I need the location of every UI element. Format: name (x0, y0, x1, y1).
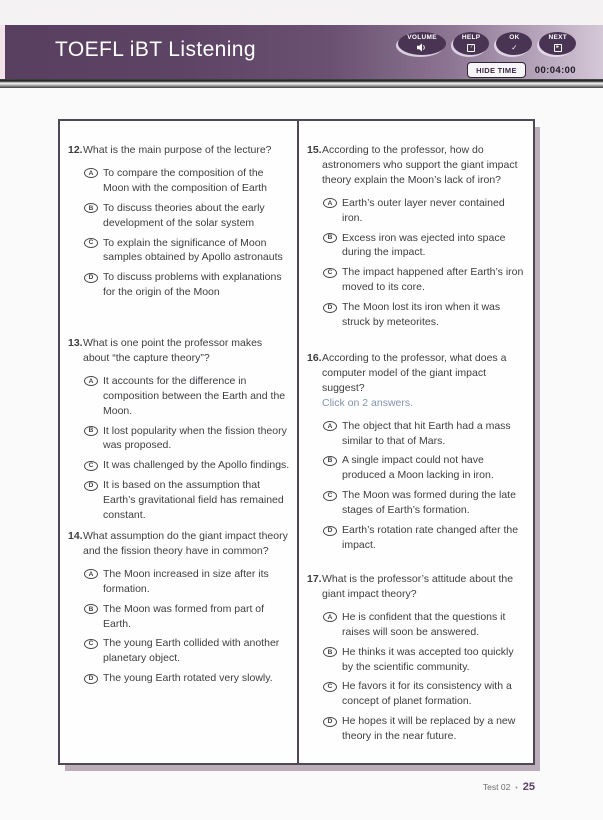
question-14-option-d[interactable] (84, 671, 290, 686)
footer-page-number: 25 (522, 781, 535, 793)
option-text: The Moon lost its iron when it was struck by meteorites. (342, 301, 501, 329)
question-column-right (299, 121, 533, 763)
option-text: The object that hit Earth had a mass similar to that of Mars. (342, 419, 511, 447)
options-list (323, 419, 526, 553)
option-text: It accounts for the difference in composition between the Earth and the Moon. (103, 374, 286, 417)
header-bar (0, 25, 603, 79)
question-17-option-a[interactable] (323, 610, 526, 640)
option-letter-icon: A (323, 421, 337, 431)
next-button[interactable] (539, 32, 576, 55)
control-button-row (316, 32, 576, 55)
question-stem: According to the professor, what does a computer model of the giant impact suggest? (322, 352, 507, 394)
option-text: Excess iron was ejected into space during the impact. (342, 231, 506, 259)
question-15-option-b[interactable] (323, 231, 526, 261)
option-text: To discuss problems with explanations for the origin of the Moon (103, 271, 282, 299)
question-13-option-d[interactable] (84, 478, 290, 523)
option-letter-icon: A (323, 612, 337, 622)
option-text: The young Earth collided with another planetary object. (103, 637, 280, 665)
volume-button[interactable] (398, 32, 446, 55)
question-14-text (68, 529, 290, 559)
question-15-option-d[interactable] (323, 300, 526, 330)
volume-button-label: VOLUME (407, 34, 437, 42)
option-letter-icon: A (84, 376, 98, 386)
option-text: The Moon was formed from part of Earth. (103, 602, 265, 630)
question-16-option-c[interactable] (323, 488, 526, 518)
header-left-accent (0, 25, 5, 79)
option-letter-icon: C (84, 238, 98, 248)
option-text: He hopes it will be replaced by a new theory in the near future. (342, 715, 516, 743)
question-panel (58, 119, 535, 765)
option-letter-icon: B (84, 426, 98, 436)
question-number: 13. (68, 337, 83, 349)
question-14-option-b[interactable] (84, 602, 290, 632)
question-13-text (68, 336, 290, 366)
option-letter-icon: A (84, 569, 98, 579)
option-letter-icon: B (84, 604, 98, 614)
option-letter-icon: C (323, 491, 337, 501)
question-12 (68, 143, 290, 300)
question-number: 15. (307, 144, 322, 156)
question-12-text (68, 143, 290, 158)
option-letter-icon: B (323, 456, 337, 466)
option-letter-icon: C (323, 268, 337, 278)
question-16-option-b[interactable] (323, 453, 526, 483)
option-letter-icon: D (84, 273, 98, 283)
question-17 (307, 572, 526, 744)
help-button[interactable] (453, 32, 490, 55)
header-divider-bar (0, 79, 603, 88)
question-12-option-b[interactable] (84, 201, 290, 231)
top-margin-strip (0, 0, 603, 25)
question-13-option-a[interactable] (84, 374, 290, 419)
options-list (323, 610, 526, 744)
question-16-text (307, 351, 526, 396)
question-14-option-a[interactable] (84, 567, 290, 597)
question-13 (68, 336, 290, 523)
question-13-option-c[interactable] (84, 458, 290, 473)
question-17-option-c[interactable] (323, 679, 526, 709)
option-letter-icon: A (323, 198, 337, 208)
option-letter-icon: D (323, 717, 337, 727)
option-text: To discuss theories about the early development of the solar system (103, 201, 265, 229)
option-letter-icon: B (323, 647, 337, 657)
question-15-text (307, 143, 526, 188)
option-letter-icon: C (323, 682, 337, 692)
question-12-option-d[interactable] (84, 270, 290, 300)
question-15 (307, 143, 526, 330)
option-text: Earth’s outer layer never contained iron. (342, 196, 505, 224)
footer-test-label: Test 02 (482, 782, 511, 792)
option-text: To compare the composition of the Moon with the composition of Earth (103, 166, 268, 194)
question-stem: What is one point the professor makes about “the capture theory”? (83, 337, 263, 364)
question-14 (68, 529, 290, 686)
help-button-label: HELP (461, 34, 481, 42)
option-letter-icon: D (323, 526, 337, 536)
question-stem: What is the main purpose of the lecture? (83, 144, 272, 156)
question-stem: What assumption do the giant impact theory and the fission theory have in common? (83, 530, 288, 557)
question-number: 14. (68, 530, 83, 542)
question-16-option-a[interactable] (323, 419, 526, 449)
option-letter-icon: C (84, 639, 98, 649)
header-controls (316, 32, 576, 78)
option-text: The Moon was formed during the late stages of Earth’s formation. (342, 489, 516, 517)
ok-button-label: OK (509, 34, 520, 42)
question-17-text (307, 572, 526, 602)
question-stem: What is the professor’s attitude about the giant impact theory? (322, 573, 514, 600)
option-text: He thinks it was accepted too quickly by the scientific community. (342, 645, 514, 673)
option-text: Earth’s rotation rate changed after the impact. (342, 524, 519, 551)
question-16-option-d[interactable] (323, 523, 526, 553)
option-text: He favors it for its consistency with a concept of planet formation. (342, 680, 512, 708)
option-letter-icon: D (84, 481, 98, 491)
hide-time-button[interactable]: HIDE TIME (467, 62, 526, 78)
options-list (84, 374, 290, 523)
time-row (316, 62, 576, 78)
options-list (84, 567, 290, 686)
option-text: It lost popularity when the fission theory was proposed. (103, 424, 287, 452)
option-letter-icon: D (323, 303, 337, 313)
question-12-option-a[interactable] (84, 166, 290, 196)
option-text: The impact happened after Earth’s iron moved to its core. (342, 266, 524, 294)
question-13-option-b[interactable] (84, 424, 290, 454)
page-title: TOEFL iBT Listening (55, 38, 256, 61)
question-15-option-a[interactable] (323, 196, 526, 226)
footer (483, 781, 535, 793)
question-number: 17. (307, 573, 322, 585)
option-text: The young Earth rotated very slowly. (103, 672, 273, 685)
question-15-option-c[interactable] (323, 265, 526, 295)
question-17-option-b[interactable] (323, 645, 526, 675)
option-text: It was challenged by the Apollo findings. (103, 459, 290, 472)
question-16-instruction: Click on 2 answers. (322, 396, 414, 409)
option-letter-icon: D (84, 674, 98, 684)
question-16 (307, 351, 526, 553)
option-letter-icon: A (84, 168, 98, 178)
next-button-label: NEXT (548, 34, 567, 42)
option-letter-icon: C (84, 461, 98, 471)
question-box-icon: ? (467, 44, 475, 52)
option-letter-icon: B (323, 233, 337, 243)
question-number: 16. (307, 352, 322, 364)
option-text: To explain the significance of Moon samples obtained by Apollo astronauts (103, 236, 283, 264)
option-text: It is based on the assumption that Earth’s gravitational field has remained constant. (103, 479, 284, 522)
option-text: He is confident that the questions it raises will soon be answered. (342, 610, 506, 638)
option-text: The Moon increased in size after its formation. (103, 567, 269, 595)
checkmark-icon: ✓ (511, 43, 518, 52)
question-17-option-d[interactable] (323, 714, 526, 744)
question-14-option-c[interactable] (84, 636, 290, 666)
ok-button[interactable] (496, 32, 532, 55)
footer-separator-icon: • (515, 785, 518, 792)
option-letter-icon: B (84, 203, 98, 213)
timer-display: 00:04:00 (534, 64, 576, 76)
question-12-option-c[interactable] (84, 236, 290, 266)
question-column-left (60, 121, 297, 763)
play-box-icon: ▸ (554, 44, 562, 52)
option-text: A single impact could not have produced a Moon lacking in iron. (342, 454, 494, 482)
speaker-icon (417, 44, 427, 52)
question-number: 12. (68, 144, 83, 156)
question-stem: According to the professor, how do astronomers who support the giant impact theory explain the Moon’s lack of iron? (322, 144, 518, 186)
options-list (323, 196, 526, 330)
options-list (84, 166, 290, 300)
